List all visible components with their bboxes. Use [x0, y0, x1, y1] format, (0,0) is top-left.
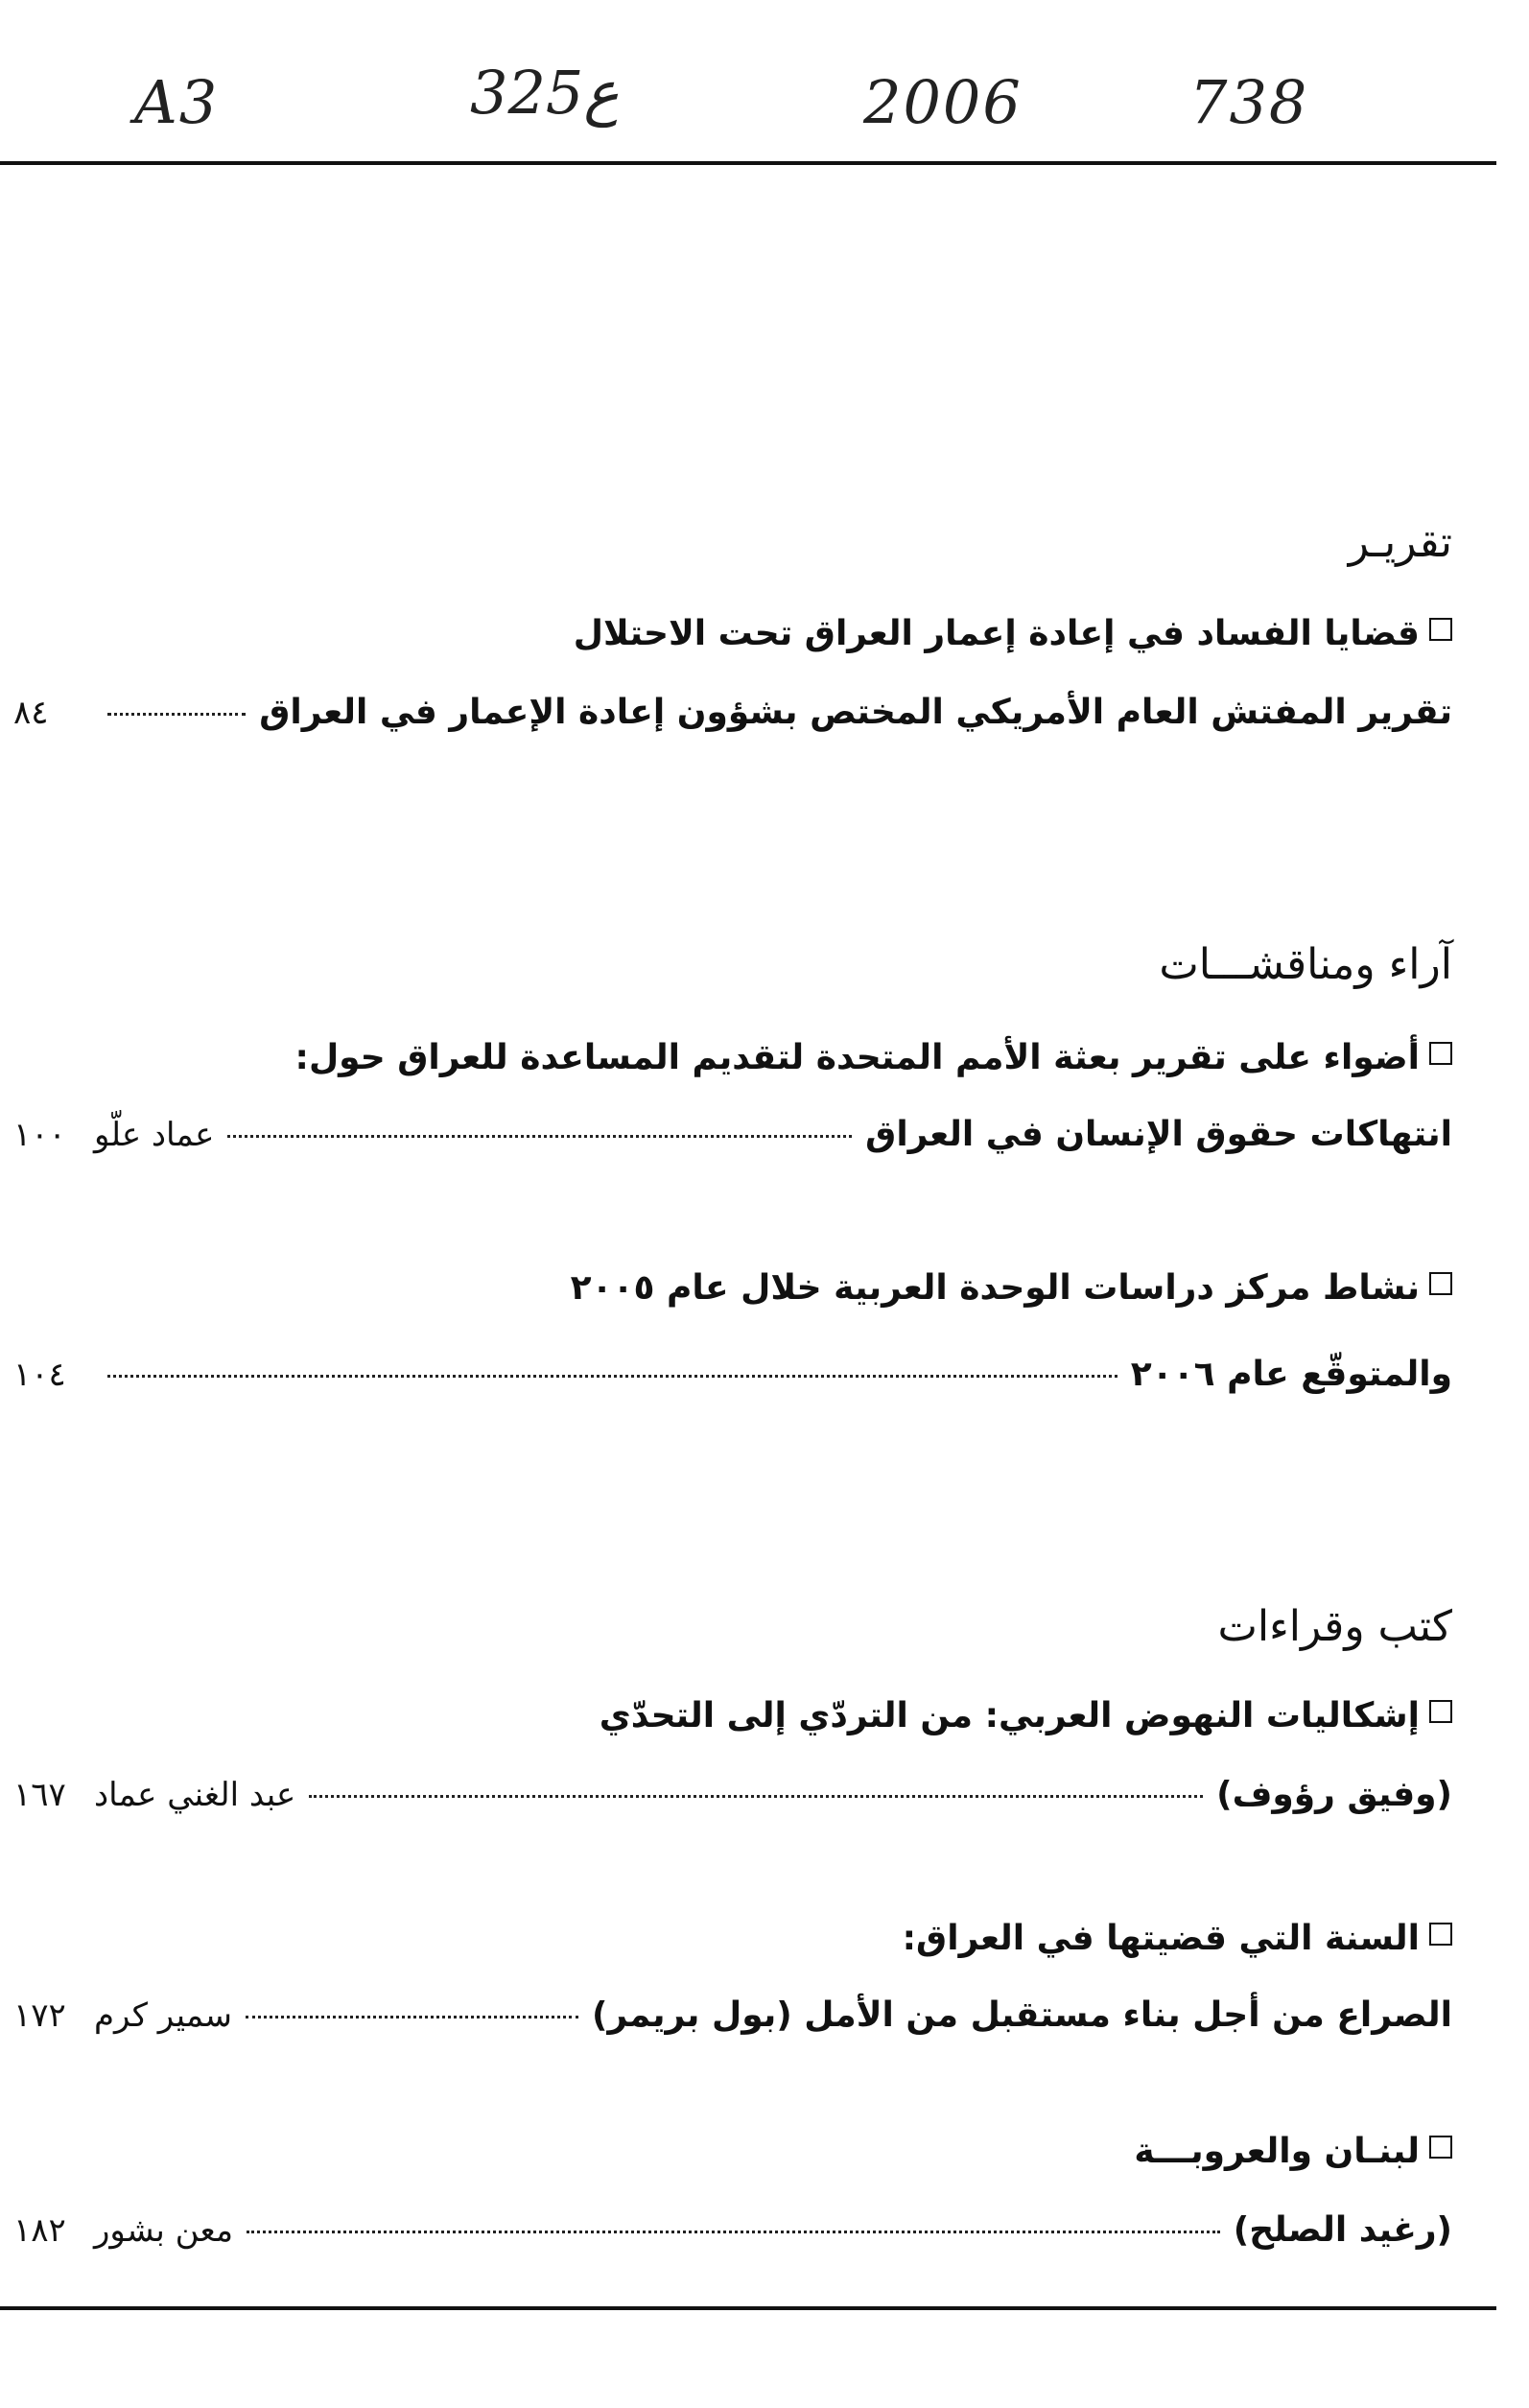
entry-line-title	[13, 2132, 1452, 2171]
entry-line-subtitle	[13, 1115, 1452, 1154]
entry-line-subtitle	[13, 2210, 1452, 2250]
leader-dots	[107, 713, 246, 716]
entry-line-title	[13, 1919, 1452, 1958]
entry-title: أضواء على تقرير بعثة الأمم المتحدة لتقديم المساعدة للعراق حول:	[294, 1038, 1420, 1077]
entry-subtitle: (وفيق رؤوف)	[1216, 1775, 1452, 1814]
entry-page-number: ١٠٤	[13, 1356, 66, 1394]
checkbox-icon	[1429, 1272, 1452, 1295]
leader-dots	[107, 1375, 1117, 1378]
entry-line-subtitle	[13, 1775, 1452, 1814]
checkbox-icon	[1429, 1042, 1452, 1065]
leader-dots	[247, 2231, 1220, 2233]
entry-line-subtitle	[13, 693, 1452, 732]
entry-author: معن بشور	[94, 2211, 234, 2250]
section-title-books: كتب وقراءات	[1217, 1602, 1452, 1651]
entry-page-number: ١٧٢	[13, 1996, 66, 2035]
entry-page-number: ٨٤	[13, 694, 49, 732]
checkbox-icon	[1429, 1923, 1452, 1946]
entry-subtitle: والمتوقّع عام ٢٠٠٦	[1130, 1355, 1452, 1394]
entry-line-title	[13, 1268, 1452, 1308]
checkbox-icon	[1429, 2136, 1452, 2159]
handwritten-note-3: 2006	[863, 67, 1023, 137]
checkbox-icon	[1429, 618, 1452, 641]
entry-title: إشكاليات النهوض العربي: من التردّي إلى التحدّي	[599, 1696, 1420, 1735]
entry-title: لبنـان والعروبـــة	[1134, 2132, 1420, 2171]
entry-line-title	[13, 614, 1452, 653]
entry-subtitle: (رغيد الصلح)	[1233, 2210, 1452, 2250]
entry-page-number: ١٨٢	[13, 2211, 66, 2250]
entry-line-subtitle	[13, 1995, 1452, 2035]
handwritten-note-1: A3	[134, 67, 220, 137]
entry-author: عماد علّو	[94, 1116, 215, 1154]
section-title-opinions: آراء ومناقشـــات	[1159, 940, 1452, 989]
table-of-contents	[13, 0, 1452, 2408]
entry-title: السنة التي قضيتها في العراق:	[902, 1919, 1420, 1958]
entry-author: سمير كرم	[94, 1996, 232, 2035]
entry-subtitle: الصراع من أجل بناء مستقبل من الأمل (بول بريمر)	[592, 1995, 1452, 2035]
handwritten-note-2: 325ع	[470, 58, 620, 128]
entry-subtitle: انتهاكات حقوق الإنسان في العراق	[865, 1115, 1452, 1154]
entry-line-title	[13, 1038, 1452, 1077]
entry-page-number: ١٠٠	[13, 1116, 66, 1154]
entry-title: قضايا الفساد في إعادة إعمار العراق تحت الاحتلال	[573, 614, 1420, 653]
entry-line-title	[13, 1696, 1452, 1735]
bottom-rule	[0, 2306, 1496, 2310]
handwritten-note-4: 738	[1189, 67, 1309, 137]
leader-dots	[309, 1795, 1203, 1798]
entry-title: نشاط مركز دراسات الوحدة العربية خلال عام ٢٠٠٥	[570, 1268, 1420, 1308]
checkbox-icon	[1429, 1700, 1452, 1723]
entry-author: عبد الغني عماد	[94, 1776, 296, 1814]
entry-page-number: ١٦٧	[13, 1776, 66, 1814]
leader-dots	[246, 2016, 578, 2018]
section-title-report: تقريـر	[1348, 518, 1452, 567]
entry-subtitle: تقرير المفتش العام الأمريكي المختص بشؤون إعادة الإعمار في العراق	[259, 693, 1452, 732]
entry-line-subtitle	[13, 1355, 1452, 1394]
leader-dots	[227, 1135, 852, 1138]
